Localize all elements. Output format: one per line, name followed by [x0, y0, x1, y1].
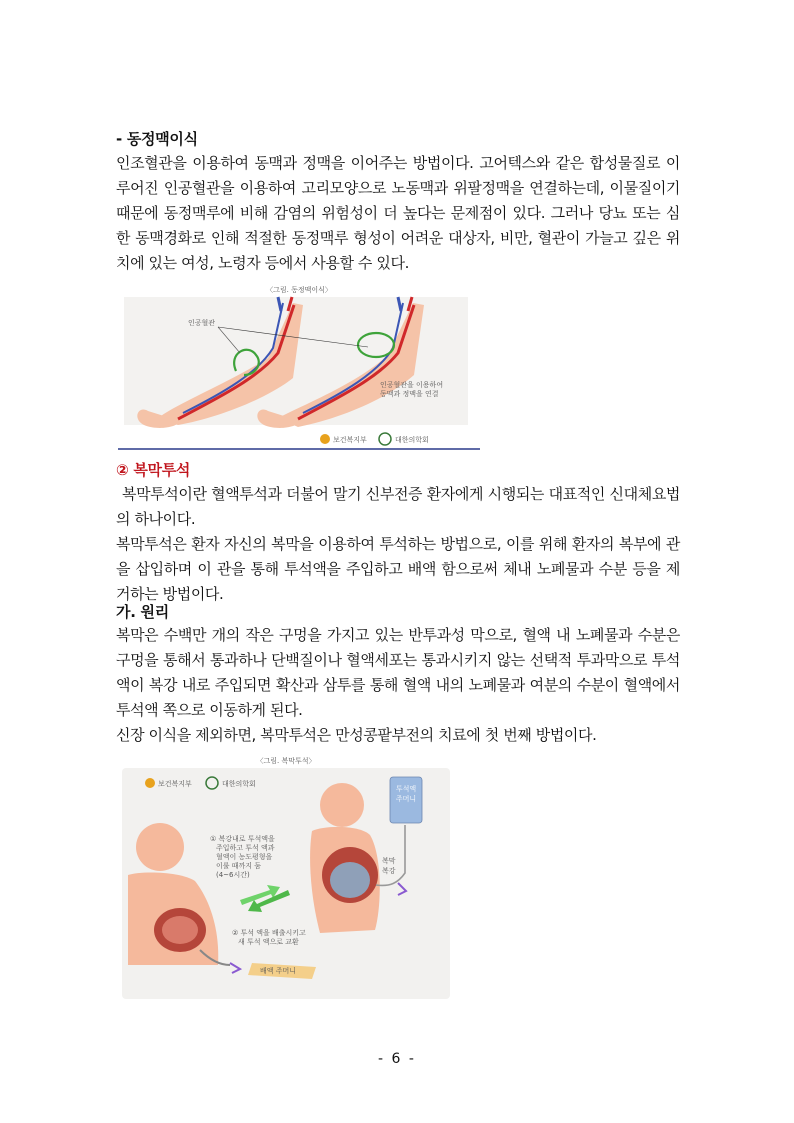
section-heading-peritoneal-dialysis: ② 복막투석 [116, 461, 191, 479]
ministry-logo-icon [145, 778, 155, 788]
step1-line4: 이룰 때까지 둠 [216, 862, 262, 870]
paragraph-text-1: 복막은 수백만 개의 작은 구멍을 가지고 있는 반투과성 막으로, 혈액 내 노폐물과 수분은 구멍을 통해서 통과하나 단백질이나 혈액세포는 통과시키지 않는 선택적 투과막으로 투석액이 복강 내로 주입되면 확산과 삼투를 통해 혈액 내의 노폐물과 여분의 수분이 혈액에서 투석액 쪽으로 이동하게 된다. [116, 626, 680, 719]
page-number: - 6 - [378, 1051, 416, 1067]
ministry-logo-icon [320, 434, 330, 444]
step1-line2: 주입하고 투석 액과 [216, 844, 275, 852]
label-cavity: 복강 [382, 867, 396, 875]
av-graft-illustration [118, 283, 480, 453]
figure-av-graft [118, 283, 480, 453]
label-graft: 인공혈관 [188, 319, 216, 327]
figure-caption: 〈그림. 복막투석〉 [256, 757, 316, 765]
paragraph-text-2: 복막투석은 환자 자신의 복막을 이용하여 투석하는 방법으로, 이를 위해 환자의 복부에 관을 삽입하며 이 관을 통해 투석액을 주입하고 배액 함으로써 체내 노폐물과 수분 등을 제거하는 방법이다. [116, 535, 680, 603]
peritoneal-dialysis-illustration [120, 755, 452, 1001]
label-connect-1: 인공혈관을 이용하여 [380, 381, 444, 389]
step2-line1: ② 투석 액을 배출시키고 [232, 929, 306, 937]
section-heading-av-graft: - 동정맥이식 [116, 130, 198, 148]
ministry-logo-text: 보건복지부 [158, 780, 192, 788]
step2-line2: 새 투석 액으로 교환 [238, 938, 299, 946]
dialysate-bag-label-1: 투석액 [395, 785, 417, 793]
step1-line5: (4~6시간) [216, 871, 250, 879]
society-logo-icon [379, 433, 391, 445]
section-heading-principle: 가. 원리 [116, 603, 169, 621]
ministry-logo-text: 보건복지부 [333, 436, 367, 444]
label-peritoneum: 복막 [382, 857, 396, 865]
paragraph-principle [116, 623, 680, 748]
drain-bag-label: 배액 주머니 [260, 967, 297, 975]
paragraph-peritoneal-dialysis [116, 482, 680, 607]
paragraph-text-2: 신장 이식을 제외하면, 복막투석은 만성콩팥부전의 치료에 첫 번째 방법이다. [116, 726, 597, 744]
figure-caption: 〈그림. 동정맥이식〉 [266, 286, 332, 294]
paragraph-av-graft [116, 151, 680, 276]
paragraph-text-1: 복막투석이란 혈액투석과 더불어 말기 신부전증 환자에게 시행되는 대표적인 신대체요법의 하나이다. [116, 485, 680, 528]
step1-line3: 혈액이 농도평형을 [216, 853, 273, 861]
step1-line1: ① 복강내로 투석액을 [210, 835, 275, 843]
label-connect-2: 동맥과 정맥을 연결 [380, 390, 439, 398]
dialysate-bag-label-2: 주머니 [395, 795, 417, 803]
paragraph-text: 인조혈관을 이용하여 동맥과 정맥을 이어주는 방법이다. 고어텍스와 같은 합성물질로 이루어진 인공혈관을 이용하여 고리모양으로 노동맥과 위팔정맥을 연결하는데, 이물질이기 때문에 동정맥루에 비해 감염의 위험성이 더 높다는 문제점이 있다. 그러나 당뇨 또는 심한 동맥경화로 인해 적절한 동정맥루 형성이 어려운 대상자, 비만, 혈관이 가늘고 깊은 위치에 있는 여성, 노령자 등에서 사용할 수 있다. [116, 154, 680, 272]
society-logo-text: 대한의학회 [395, 436, 429, 444]
figure-peritoneal-dialysis [120, 755, 452, 1001]
society-logo-text: 대한의학회 [222, 780, 256, 788]
